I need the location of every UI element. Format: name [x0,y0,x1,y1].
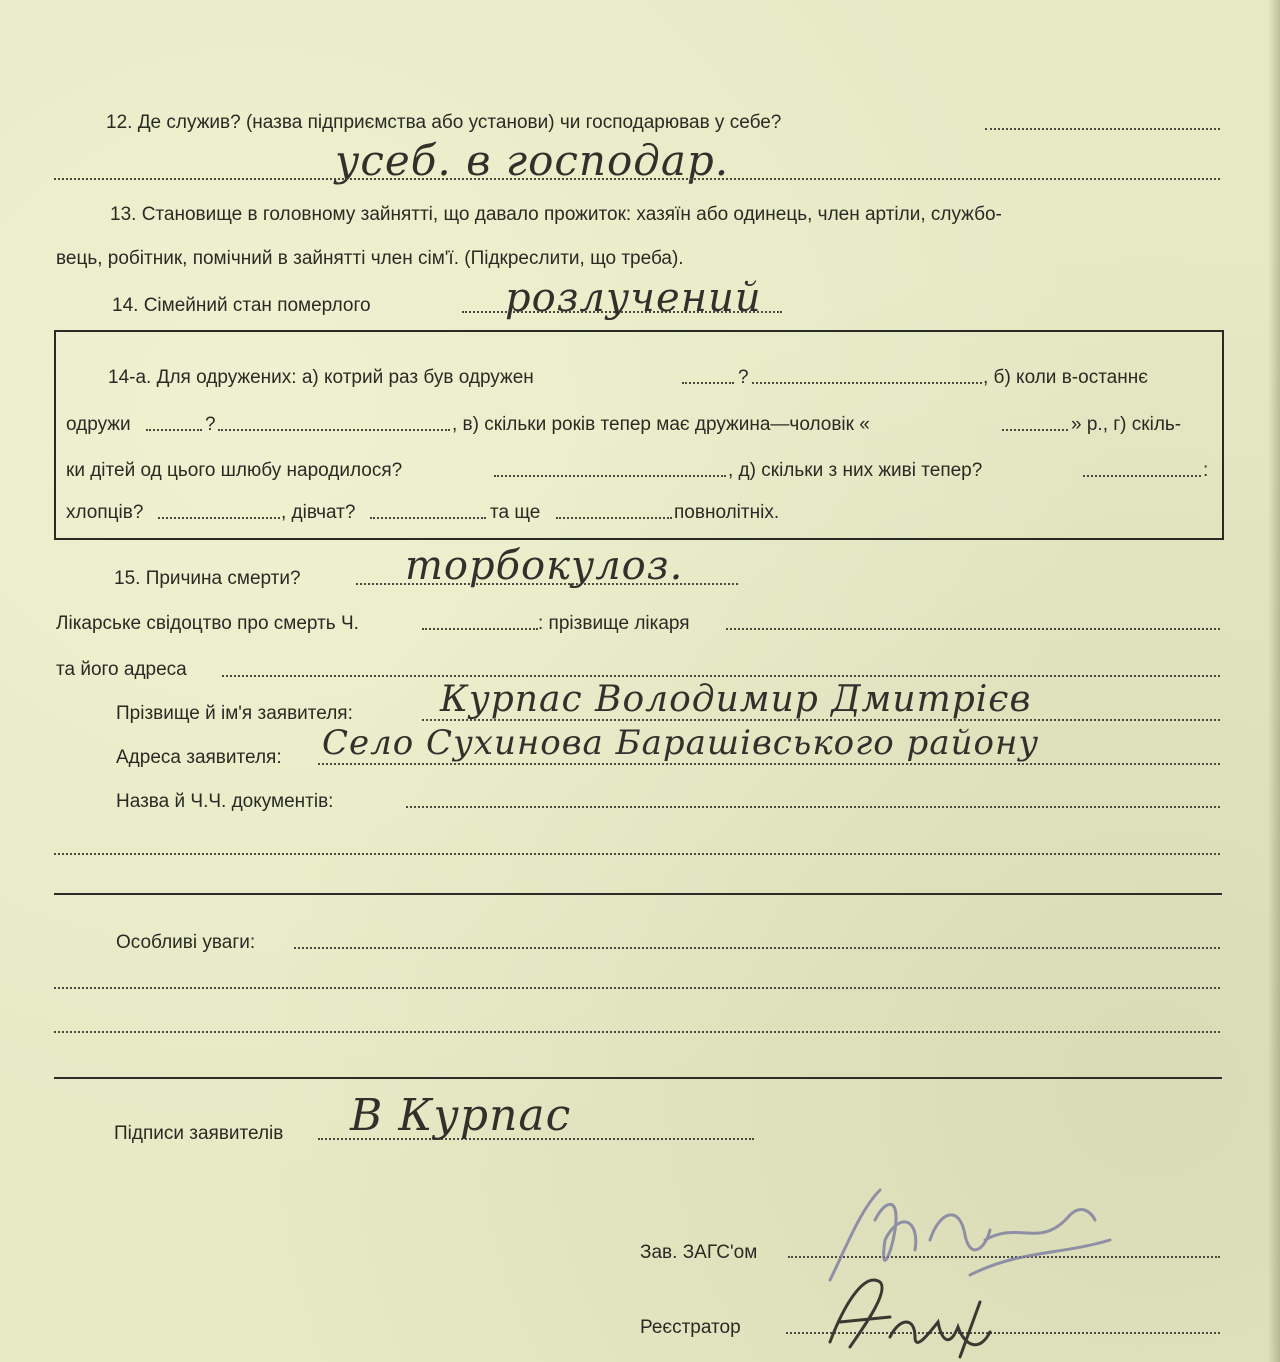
applicant-name-handwritten: Курпас Володимир Дмитрієв [440,679,1032,720]
q14a-line4-boys: хлопців? [66,502,144,523]
q14a-line2-tail: » р., г) скіль- [1071,414,1182,435]
q14a-fill-line [218,429,450,431]
doctor-address-label: та його адреса [56,659,187,680]
q14a-fill-line [1002,429,1068,431]
doctor-label: : прізвище лікаря [538,613,690,634]
q12-answer-handwritten: усеб. в господар. [335,136,730,185]
q14a-line1-text: 14-а. Для одружених: а) котрий раз був одружен [108,367,534,388]
q14a-fill-line [370,517,486,519]
applicant-address-fill-line [318,763,1220,765]
applicant-address-handwritten: Село Сухинова Барашівського району [322,723,1040,763]
doctor-address-fill-line [222,675,1220,677]
zags-head-label: Зав. ЗАГС'ом [640,1242,758,1263]
q14a-box [54,330,1224,540]
q12-answer-line [54,178,1220,180]
q14a-fill-line [146,429,202,431]
q12-label: 12. Де служив? (назва підприємства або установи) чи господарював у себе? [106,112,782,133]
q14a-fill-line [682,382,734,384]
q14a-line4-adults: повнолітніх. [674,502,780,523]
documents-fill-line [406,806,1220,808]
applicant-address-label: Адреса заявителя: [116,747,282,768]
q14a-fill-line [752,382,982,384]
section-divider [54,1077,1222,1079]
q13-line1: 13. Становище в головному зайнятті, що давало прожиток: хазяїн або одинець, член артіли, службо- [110,204,1002,225]
doctor-fill-line [726,628,1220,630]
remarks-fill-line [294,947,1220,949]
q14a-line2-text: одружи [66,414,131,435]
q12-fill-line [985,128,1220,130]
remarks-fill-line-3 [54,1031,1220,1033]
q14-answer-handwritten: розлучений [505,275,762,321]
q13-line2: вець, робітник, помічний в зайнятті член сім'ї. (Підкреслити, що треба). [56,248,684,269]
documents-fill-line-2 [54,853,1220,855]
q14a-qmark: ? [738,367,749,388]
q14a-colon: : [1203,460,1209,481]
med-cert-label: Лікарське свідоцтво про смерть Ч. [56,613,359,634]
med-cert-fill-line [422,628,538,630]
q15-answer-handwritten: торбокулоз. [405,543,684,589]
q14a-fill-line [556,517,672,519]
q14a-line2-mid: , в) скільки років тепер має дружина—чоловік « [452,414,870,435]
q14-label: 14. Сімейний стан померлого [112,295,371,316]
q14a-qmark: ? [205,414,216,435]
signatures-label: Підписи заявителів [114,1123,284,1144]
applicant-signature: В Курпас [350,1090,572,1141]
registrar-signature [820,1262,1000,1362]
remarks-fill-line-2 [54,987,1220,989]
q14a-fill-line [158,517,280,519]
documents-label: Назва й Ч.Ч. документів: [116,791,334,812]
scan-edge-shadow [1268,0,1280,1362]
applicant-name-label: Прізвище й ім'я заявителя: [116,703,353,724]
q14a-fill-line [1083,475,1201,477]
q14a-line1-tail: , б) коли в-останнє [983,367,1148,388]
q14a-fill-line [494,475,726,477]
q14a-line3-text: ки дітей од цього шлюбу народилося? [66,460,403,481]
q14a-line3-mid: , д) скільки з них живі тепер? [728,460,983,481]
q14a-line4-girls: , дівчат? [281,502,356,523]
remarks-label: Особливі уваги: [116,932,256,953]
q14a-line4-more: та ще [490,502,541,523]
q15-label: 15. Причина смерти? [114,568,301,589]
section-divider [54,893,1222,895]
registrar-label: Реєстратор [640,1317,741,1338]
